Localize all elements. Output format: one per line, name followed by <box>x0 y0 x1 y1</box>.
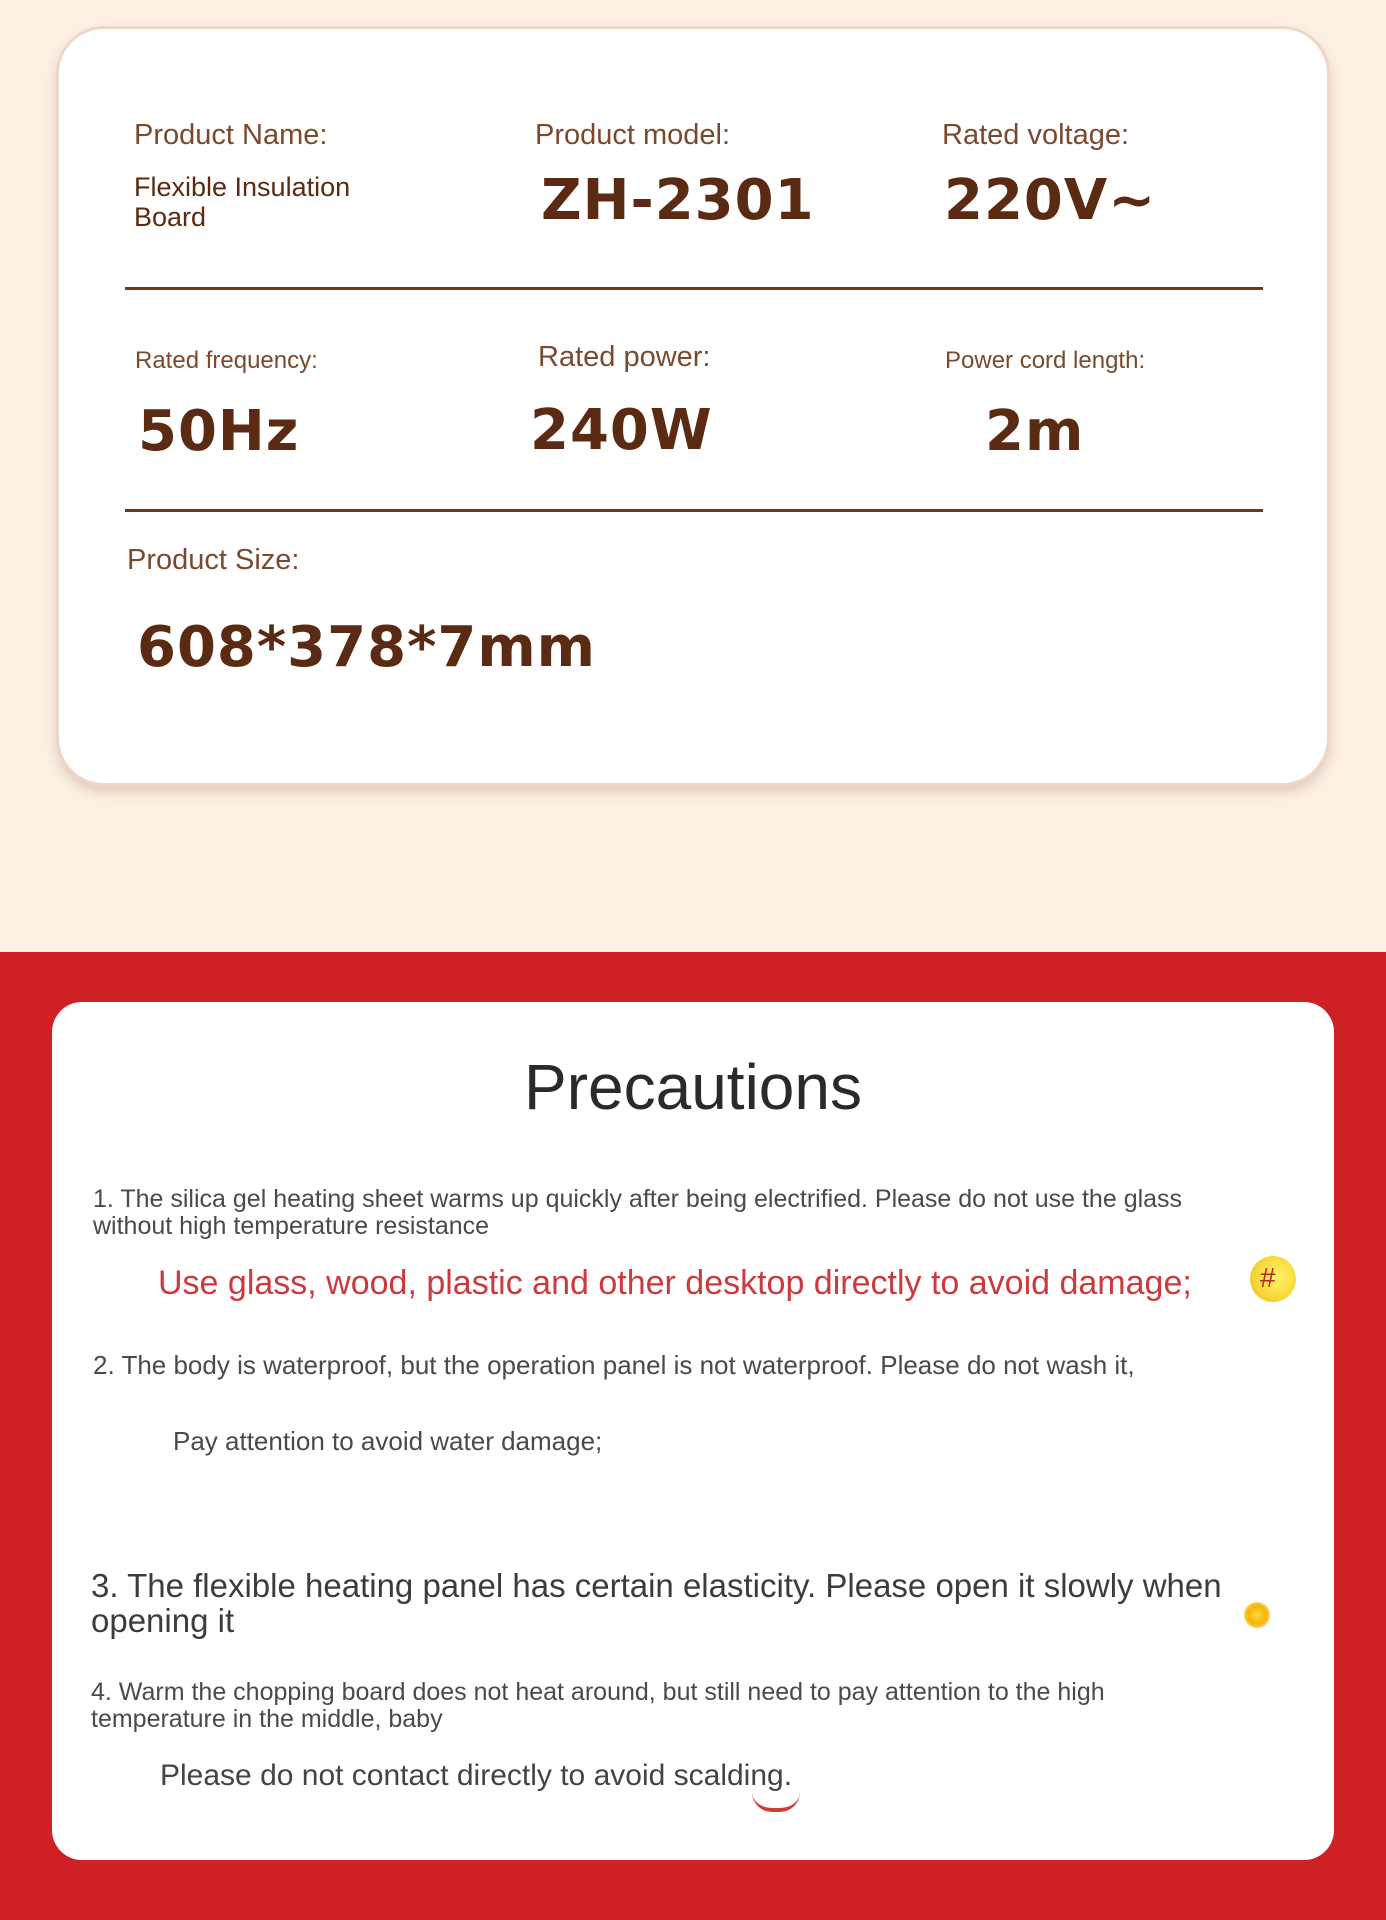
precaution-item-4-detail: Please do not contact directly to avoid scalding. <box>160 1759 793 1792</box>
spec-section <box>0 0 1386 952</box>
precaution-item-2: 2. The body is waterproof, but the operation panel is not waterproof. Please do not wash it, <box>93 1350 1135 1380</box>
product-model-value: ZH-2301 <box>541 168 815 233</box>
power-cord-length-label: Power cord length: <box>945 347 1146 374</box>
precautions-section <box>0 952 1386 1920</box>
rated-power-label: Rated power: <box>538 341 711 373</box>
product-size-label: Product Size: <box>127 544 300 576</box>
rated-frequency-value: 50Hz <box>138 399 300 464</box>
precaution-item-2-detail: Pay attention to avoid water damage; <box>173 1426 603 1456</box>
product-name-value: Flexible Insulation Board <box>134 172 351 232</box>
precautions-card <box>52 1002 1334 1860</box>
spec-divider <box>125 509 1263 512</box>
product-name-spec <box>134 119 394 232</box>
spec-divider <box>125 287 1263 290</box>
rated-voltage-label: Rated voltage: <box>942 119 1130 151</box>
rated-frequency-label: Rated frequency: <box>135 347 318 374</box>
rated-voltage-value: 220V~ <box>944 168 1157 233</box>
hash-mark: # <box>1260 1262 1276 1293</box>
precaution-item-3: 3. The flexible heating panel has certain elasticity. Please open it slowly when opening it <box>91 1567 1222 1639</box>
product-name-label: Product Name: <box>134 119 328 151</box>
precautions-title: Precautions <box>524 1051 862 1123</box>
product-model-spec <box>535 119 815 233</box>
power-cord-length-value: 2m <box>985 399 1085 464</box>
power-cord-length-spec <box>945 347 1145 464</box>
rated-power-value: 240W <box>530 398 713 463</box>
rated-voltage-spec <box>942 119 1156 233</box>
product-model-label: Product model: <box>535 119 731 151</box>
precaution-item-1: 1. The silica gel heating sheet warms up quickly after being electrified. Please do not use the glass without high temperature resistance <box>93 1185 1183 1240</box>
rated-frequency-spec <box>135 347 318 464</box>
precaution-item-4: 4. Warm the chopping board does not heat around, but still need to pay attention to the high temperature in the middle, baby <box>91 1678 1105 1733</box>
product-size-value: 608*378*7mm <box>137 615 597 680</box>
decorative-arc <box>752 1792 800 1812</box>
product-size-spec <box>127 544 596 680</box>
sparkle-icon <box>1244 1602 1270 1628</box>
spec-card <box>56 26 1330 786</box>
rated-power-spec <box>530 341 713 463</box>
precaution-item-1-detail: Use glass, wood, plastic and other desktop directly to avoid damage; <box>158 1264 1192 1302</box>
